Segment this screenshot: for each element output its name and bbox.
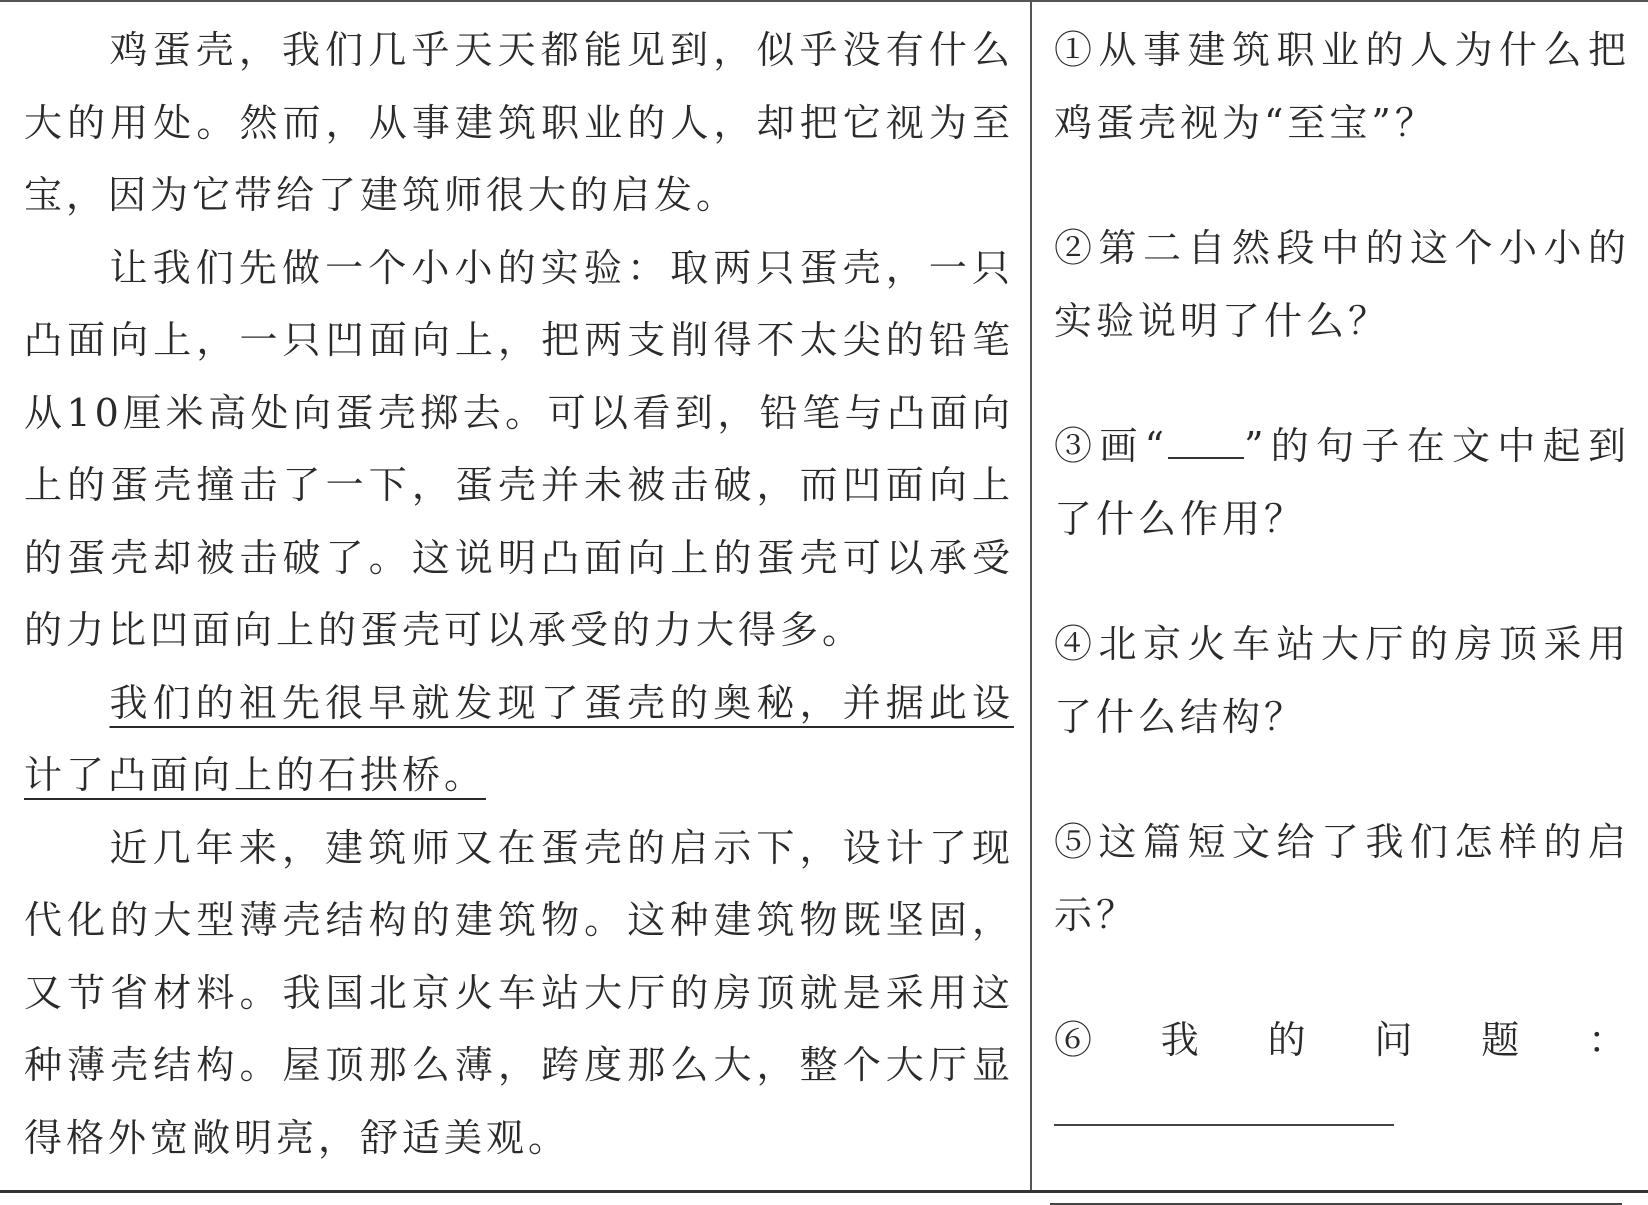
answer-line-2[interactable] (1050, 1153, 1622, 1205)
column-divider (1030, 0, 1032, 1192)
passage-paragraph-2: 让我们先做一个小小的实验：取两只蛋壳，一只凸面向上，一只凹面向上，把两支削得不太尖的铅笔从10厘米高处向蛋壳掷去。可以看到，铅笔与凸面向上的蛋壳撞击了一下，蛋壳并未被击破，而凹面向上的蛋壳却被击破了。这说明凸面向上的蛋壳可以承受的力比凹面向上的蛋壳可以承受的力大得多。 (24, 245, 1014, 652)
question-6 (1054, 1004, 1630, 1205)
question-5: ⑤这篇短文给了我们怎样的启示？ (1054, 820, 1630, 937)
question-2: ②第二自然段中的这个小小的实验说明了什么？ (1054, 226, 1630, 343)
question-4: ④北京火车站大厅的房顶采用了什么结构？ (1054, 622, 1630, 739)
top-border-line (0, 0, 1648, 2)
question-6-label: ⑥我的问题： (1054, 1018, 1630, 1062)
question-3-suffix: ”的句子在文中起到了什么作用？ (1054, 424, 1630, 541)
question-1: ①从事建筑职业的人为什么把鸡蛋壳视为“至宝”？ (1054, 28, 1630, 145)
question-3-prefix: ③画“ (1054, 424, 1169, 468)
passage-paragraph-1: 鸡蛋壳，我们几乎天天都能见到，似乎没有什么大的用处。然而，从事建筑职业的人，却把它视为至宝，因为它带给了建筑师很大的启发。 (24, 28, 1014, 217)
reading-passage (24, 14, 1014, 1174)
underline-symbol (1168, 427, 1244, 459)
question-3 (1054, 410, 1630, 555)
passage-paragraph-4: 近几年来，建筑师又在蛋壳的启示下，设计了现代化的大型薄壳结构的建筑物。这种建筑物既坚固，又节省材料。我国北京火车站大厅的房顶就是采用这种薄壳结构。屋顶那么薄，跨度那么大，整个大厅显得格外宽敞明亮，舒适美观。 (24, 825, 1014, 1160)
answer-line-1[interactable] (1054, 1094, 1394, 1126)
passage-paragraph-3 (24, 667, 1014, 812)
underlined-sentence: 我们的祖先很早就发现了蛋壳的奥秘，并据此设计了凸面向上的石拱桥。 (24, 680, 1014, 797)
question-list (1054, 14, 1630, 1205)
